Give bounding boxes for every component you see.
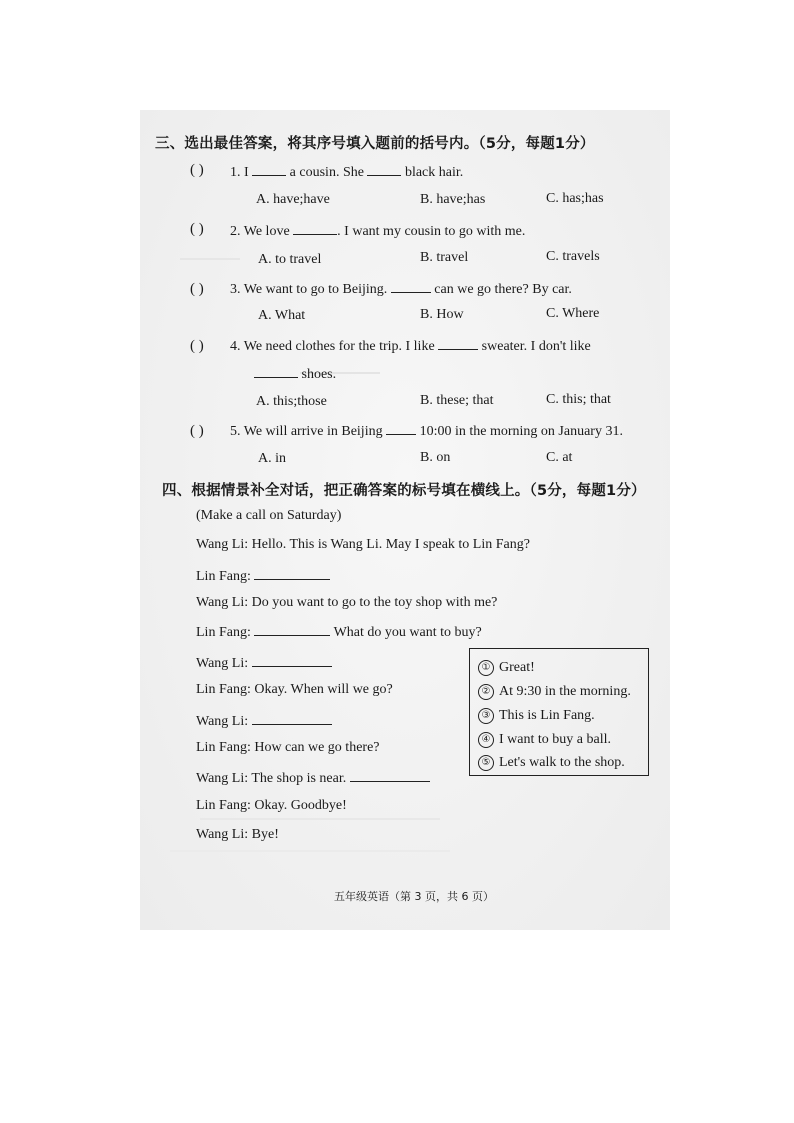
dialogue-blank-3: [252, 654, 332, 667]
dialogue-line-7: [196, 712, 332, 730]
question-4-text-c: shoes.: [298, 367, 337, 382]
question-5: [230, 422, 623, 440]
box-option-4-text: I want to buy a ball.: [499, 732, 611, 747]
question-1-option-b: B. have;has: [420, 192, 486, 207]
dialogue-line-9-text: Wang Li: The shop is near.: [196, 771, 347, 786]
box-option-4: [478, 732, 611, 748]
question-5-option-c: C. at: [546, 450, 573, 465]
question-1-option-a: A. have;have: [256, 192, 330, 207]
question-1: [230, 163, 463, 181]
question-4-line-2: [254, 365, 336, 383]
dialogue-context: (Make a call on Saturday): [196, 508, 342, 523]
section-4-heading: 四、根据情景补全对话，把正确答案的标号填在横线上。（5分，每题1分）: [162, 483, 646, 499]
box-option-1-text: Great!: [499, 660, 535, 675]
question-5-text-b: 10:00 in the morning on January 31.: [416, 424, 623, 439]
bleed-through-mark: [170, 850, 450, 852]
bleed-through-mark: [180, 258, 240, 260]
dialogue-line-2: [196, 567, 330, 585]
dialogue-blank-2: [254, 623, 330, 636]
question-1-blank-1: [252, 163, 286, 176]
box-option-2-text: At 9:30 in the morning.: [499, 684, 631, 699]
section-3-heading: 三、选出最佳答案，将其序号填入题前的括号内。（5分，每题1分）: [155, 136, 595, 152]
dialogue-line-5: [196, 654, 332, 672]
answer-parentheses-2: ( ): [190, 221, 204, 237]
dialogue-line-3: Wang Li: Do you want to go to the toy shop with me?: [196, 595, 498, 610]
question-4-text-b: sweater. I don't like: [478, 339, 591, 354]
question-4-option-a: A. this;those: [256, 394, 327, 409]
question-1-text-a: 1. I: [230, 165, 253, 180]
box-option-2: [478, 684, 631, 700]
dialogue-line-8: Lin Fang: How can we go there?: [196, 740, 380, 755]
question-5-option-b: B. on: [420, 450, 451, 465]
dialogue-line-10: Lin Fang: Okay. Goodbye!: [196, 798, 347, 813]
answer-options-box: [469, 648, 649, 776]
page-footer: 五年级英语（第 3 页，共 6 页）: [334, 890, 494, 903]
answer-parentheses-4: ( ): [190, 338, 204, 354]
question-4: [230, 337, 591, 355]
question-3-text-a: 3. We want to go to Beijing.: [230, 282, 391, 297]
box-option-5-text: Let's walk to the shop.: [499, 755, 625, 770]
dialogue-line-6: Lin Fang: Okay. When will we go?: [196, 682, 393, 697]
box-option-5: [478, 755, 625, 771]
box-option-1: [478, 660, 535, 676]
option-number-3: ③: [478, 708, 494, 724]
box-option-3: [478, 708, 595, 724]
question-2-text-b: . I want my cousin to go with me.: [337, 224, 526, 239]
question-5-text-a: 5. We will arrive in Beijing: [230, 424, 387, 439]
dialogue-speaker-lin-fang: Lin Fang:: [196, 625, 251, 640]
option-number-5: ⑤: [478, 755, 494, 771]
question-2-option-b: B. travel: [420, 250, 469, 265]
question-4-blank-1: [438, 337, 478, 350]
option-number-2: ②: [478, 684, 494, 700]
box-option-3-text: This is Lin Fang.: [499, 708, 595, 723]
question-5-blank-1: [386, 422, 416, 435]
dialogue-speaker-wang-li: Wang Li:: [196, 656, 249, 671]
question-2-option-c: C. travels: [546, 249, 600, 264]
answer-parentheses-1: ( ): [190, 162, 204, 178]
question-4-blank-2: [254, 365, 298, 378]
answer-parentheses-5: ( ): [190, 423, 204, 439]
dialogue-line-9: [196, 769, 430, 787]
answer-parentheses-3: ( ): [190, 281, 204, 297]
question-3: [230, 280, 572, 298]
dialogue-line-1: Wang Li: Hello. This is Wang Li. May I speak to Lin Fang?: [196, 537, 530, 552]
bleed-through-mark: [200, 818, 440, 820]
option-number-4: ④: [478, 732, 494, 748]
question-3-option-b: B. How: [420, 307, 464, 322]
dialogue-line-4: [196, 623, 482, 641]
dialogue-speaker-lin-fang: Lin Fang:: [196, 569, 251, 584]
dialogue-speaker-wang-li: Wang Li:: [196, 714, 249, 729]
question-5-option-a: A. in: [258, 451, 286, 466]
option-number-1: ①: [478, 660, 494, 676]
question-2-text-a: 2. We love: [230, 224, 294, 239]
question-2: [230, 222, 525, 240]
question-4-option-c: C. this; that: [546, 392, 611, 407]
question-1-text-b: a cousin. She: [286, 165, 368, 180]
dialogue-blank-4: [252, 712, 332, 725]
question-4-option-b: B. these; that: [420, 393, 494, 408]
question-1-text-c: black hair.: [401, 165, 464, 180]
question-4-text-a: 4. We need clothes for the trip. I like: [230, 339, 439, 354]
question-3-text-b: can we go there? By car.: [430, 282, 572, 297]
dialogue-line-4-question: What do you want to buy?: [333, 625, 482, 640]
question-2-option-a: A. to travel: [258, 252, 322, 267]
question-1-option-c: C. has;has: [546, 191, 604, 206]
question-3-blank-1: [391, 280, 431, 293]
dialogue-line-11: Wang Li: Bye!: [196, 827, 279, 842]
dialogue-blank-1: [254, 567, 330, 580]
dialogue-blank-5: [350, 769, 430, 782]
question-1-blank-2: [367, 163, 401, 176]
question-3-option-a: A. What: [258, 308, 306, 323]
question-3-option-c: C. Where: [546, 306, 600, 321]
question-2-blank-1: [293, 222, 337, 235]
